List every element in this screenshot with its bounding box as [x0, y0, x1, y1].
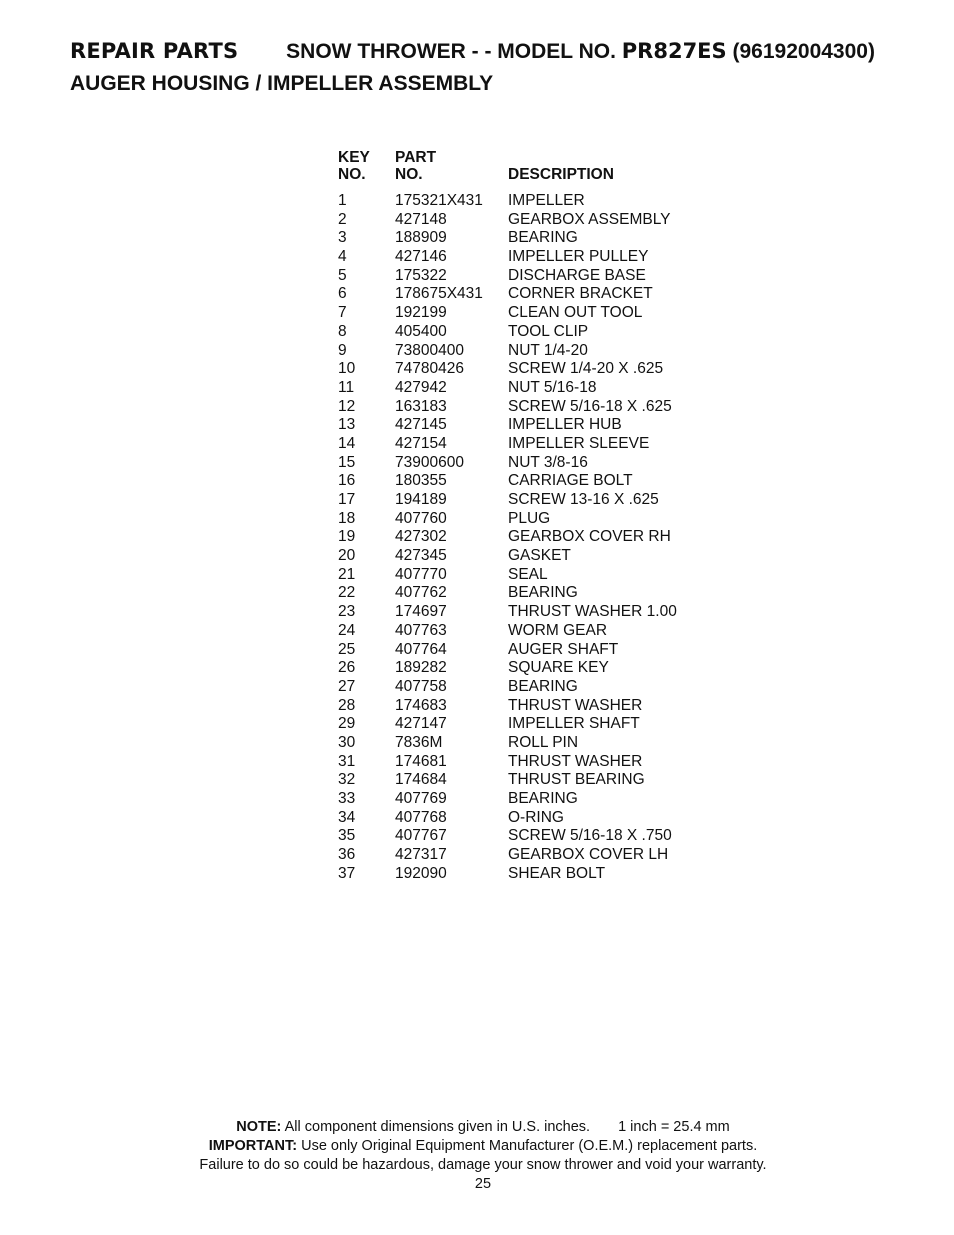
description-cell: PLUG: [508, 509, 551, 527]
part-no-cell: 178675X431: [395, 285, 483, 303]
key-no-cell: 11: [338, 378, 355, 396]
key-no-cell: 31: [338, 752, 356, 770]
key-no-cell: 30: [338, 733, 356, 751]
description-cell: BEARING: [508, 677, 578, 695]
description-cell: O-RING: [508, 808, 564, 826]
table-row: [338, 528, 708, 547]
table-row: [338, 715, 708, 734]
table-row: [338, 510, 708, 529]
important-label: IMPORTANT:: [208, 1138, 298, 1154]
part-no-cell: 73900600: [395, 453, 464, 471]
table-row: [338, 435, 708, 454]
description-cell: IMPELLER HUB: [508, 416, 622, 434]
warning-line: Failure to do so could be hazardous, damage your snow thrower and void your warranty.: [199, 1157, 767, 1173]
table-row: [338, 603, 708, 622]
table-header-row: [338, 149, 708, 192]
part-no-cell: 174697: [395, 603, 447, 621]
key-no-cell: 33: [338, 790, 356, 807]
description-cell: DISCHARGE BASE: [508, 266, 646, 284]
description-cell: IMPELLER SLEEVE: [508, 434, 650, 452]
note-label: NOTE:: [236, 1119, 282, 1135]
part-no-cell: 192090: [395, 864, 447, 882]
part-no-cell: 74780426: [395, 360, 464, 378]
part-header-line1: PART: [395, 149, 437, 166]
part-no-cell: 188909: [395, 229, 447, 247]
part-no-cell: 407760: [395, 509, 447, 527]
section-label: REPAIR PARTS: [70, 39, 239, 63]
part-no-cell: 427154: [395, 434, 447, 452]
description-cell: THRUST BEARING: [508, 771, 645, 789]
part-no-cell: 407770: [395, 565, 447, 583]
description-cell: SCREW 1/4-20 X .625: [508, 360, 664, 378]
part-no-cell: 405400: [395, 322, 447, 340]
table-row: [338, 566, 708, 585]
note-text: All component dimensions given in U.S. inches.: [284, 1119, 591, 1135]
key-no-cell: 27: [338, 677, 356, 695]
table-row: [338, 379, 708, 398]
table-row: [338, 771, 708, 790]
key-no-cell: 2: [338, 210, 347, 228]
part-no-cell: 427147: [395, 715, 447, 733]
model-number: PR827ES: [621, 39, 727, 63]
part-no-cell: 174683: [395, 696, 447, 714]
key-no-cell: 3: [338, 229, 347, 247]
important-text: Use only Original Equipment Manufacturer (O.E.M.) replacement parts.: [301, 1138, 758, 1154]
description-cell: CARRIAGE BOLT: [508, 472, 633, 490]
description-cell: TOOL CLIP: [508, 322, 589, 340]
key-no-cell: 24: [338, 621, 356, 639]
part-header-line2: NO.: [395, 166, 423, 183]
page-footer: [0, 1118, 954, 1194]
key-no-cell: 22: [338, 584, 356, 602]
part-no-cell: 180355: [395, 472, 447, 490]
description-cell: NUT 5/16-18: [508, 378, 597, 396]
part-no-cell: 174684: [395, 771, 447, 789]
catalog-number: (96192004300): [732, 40, 875, 63]
header-title-line: [70, 38, 930, 65]
description-cell: CORNER BRACKET: [508, 285, 653, 303]
part-no-cell: 407767: [395, 827, 447, 845]
description-cell: SCREW 5/16-18 X .625: [508, 397, 672, 415]
table-row: [338, 734, 708, 753]
key-no-cell: 21: [338, 565, 356, 583]
part-no-cell: 407769: [395, 790, 447, 807]
table-row: [338, 641, 708, 660]
table-row: [338, 790, 708, 809]
key-no-cell: 1: [338, 192, 347, 209]
key-no-cell: 36: [338, 846, 356, 864]
key-no-cell: 26: [338, 659, 356, 677]
table-row: [338, 398, 708, 417]
part-no-cell: 407764: [395, 640, 447, 658]
key-no-cell: 7: [338, 304, 347, 322]
table-row: [338, 697, 708, 716]
part-no-cell: 407758: [395, 677, 447, 695]
table-row: [338, 827, 708, 846]
important-line: [0, 1137, 954, 1156]
table-row: [338, 753, 708, 772]
part-no-cell: 175321X431: [395, 192, 483, 209]
key-no-cell: 15: [338, 453, 356, 471]
description-cell: AUGER SHAFT: [508, 640, 619, 658]
description-cell: GEARBOX COVER RH: [508, 528, 671, 546]
key-no-cell: 23: [338, 603, 356, 621]
key-no-cell: 18: [338, 509, 356, 527]
description-cell: IMPELLER PULLEY: [508, 248, 649, 266]
conversion-text: 1 inch = 25.4 mm: [618, 1119, 730, 1135]
key-no-cell: 16: [338, 472, 356, 490]
table-row: [338, 267, 708, 286]
description-cell: GEARBOX ASSEMBLY: [508, 210, 671, 228]
key-no-cell: 8: [338, 322, 347, 340]
note-line: [0, 1118, 954, 1137]
table-row: [338, 416, 708, 435]
table-row: [338, 304, 708, 323]
description-cell: BEARING: [508, 229, 578, 247]
key-no-cell: 25: [338, 640, 356, 658]
part-no-cell: 192199: [395, 304, 447, 322]
page-header: [70, 38, 930, 97]
part-no-cell: 175322: [395, 266, 447, 284]
description-cell: WORM GEAR: [508, 621, 608, 639]
description-cell: NUT 1/4-20: [508, 341, 588, 359]
table-row: [338, 454, 708, 473]
page-number: 25: [474, 1176, 492, 1192]
description-cell: SQUARE KEY: [508, 659, 609, 677]
description-cell: SCREW 5/16-18 X .750: [508, 827, 672, 845]
description-cell: IMPELLER: [508, 192, 585, 209]
part-no-cell: 427148: [395, 210, 447, 228]
model-prefix: SNOW THROWER - - MODEL NO.: [286, 40, 616, 63]
key-header-line1: KEY: [338, 149, 370, 166]
table-row: [338, 865, 708, 884]
part-no-cell: 163183: [395, 397, 447, 415]
key-no-header: [338, 149, 395, 192]
assembly-subtitle: AUGER HOUSING / IMPELLER ASSEMBLY: [70, 72, 494, 95]
key-header-line2: NO.: [338, 166, 366, 183]
table-row: [338, 323, 708, 342]
key-no-cell: 19: [338, 528, 356, 546]
description-cell: GASKET: [508, 547, 571, 565]
description-cell: BEARING: [508, 584, 578, 602]
part-no-cell: 427145: [395, 416, 447, 434]
table-row: [338, 678, 708, 697]
description-cell: IMPELLER SHAFT: [508, 715, 640, 733]
description-cell: BEARING: [508, 790, 578, 807]
part-no-cell: 73800400: [395, 341, 464, 359]
key-no-cell: 14: [338, 434, 356, 452]
table-row: [338, 547, 708, 566]
part-no-cell: 427146: [395, 248, 447, 266]
part-no-header: [395, 149, 508, 192]
part-no-cell: 174681: [395, 752, 447, 770]
description-cell: SCREW 13-16 X .625: [508, 491, 659, 508]
key-no-cell: 35: [338, 827, 356, 845]
table-row: [338, 211, 708, 230]
table-row: [338, 342, 708, 361]
part-no-cell: 407763: [395, 621, 447, 639]
table-row: [338, 622, 708, 641]
table-row: [338, 584, 708, 603]
part-no-cell: 427942: [395, 378, 447, 396]
table-row: [338, 491, 708, 510]
key-no-cell: 13: [338, 416, 356, 434]
description-cell: SEAL: [508, 565, 548, 583]
part-no-cell: 427317: [395, 846, 447, 864]
table-row: [338, 360, 708, 379]
description-cell: GEARBOX COVER LH: [508, 846, 669, 864]
part-no-cell: 427302: [395, 528, 447, 546]
part-no-cell: 427345: [395, 547, 447, 565]
parts-table: [338, 149, 708, 883]
description-cell: ROLL PIN: [508, 733, 579, 751]
description-cell: THRUST WASHER 1.00: [508, 603, 677, 621]
part-no-cell: 407768: [395, 808, 447, 826]
key-no-cell: 34: [338, 808, 356, 826]
parts-table-body: [338, 192, 708, 883]
part-no-cell: 7836M: [395, 733, 443, 751]
key-no-cell: 17: [338, 491, 356, 508]
table-row: [338, 229, 708, 248]
table-row: [338, 248, 708, 267]
table-row: [338, 192, 708, 211]
description-cell: NUT 3/8-16: [508, 453, 588, 471]
key-no-cell: 12: [338, 397, 356, 415]
key-no-cell: 5: [338, 266, 347, 284]
table-row: [338, 846, 708, 865]
key-no-cell: 28: [338, 696, 356, 714]
part-no-cell: 407762: [395, 584, 447, 602]
key-no-cell: 9: [338, 341, 347, 359]
description-cell: THRUST WASHER: [508, 752, 643, 770]
part-no-cell: 194189: [395, 491, 447, 508]
key-no-cell: 20: [338, 547, 356, 565]
key-no-cell: 10: [338, 360, 356, 378]
table-row: [338, 472, 708, 491]
table-row: [338, 285, 708, 304]
key-no-cell: 6: [338, 285, 347, 303]
description-cell: THRUST WASHER: [508, 696, 643, 714]
table-row: [338, 809, 708, 828]
description-header: DESCRIPTION: [508, 166, 614, 183]
key-no-cell: 4: [338, 248, 347, 266]
part-no-cell: 189282: [395, 659, 447, 677]
description-cell: SHEAR BOLT: [508, 864, 606, 882]
key-no-cell: 32: [338, 771, 356, 789]
description-cell: CLEAN OUT TOOL: [508, 304, 643, 322]
key-no-cell: 37: [338, 864, 356, 882]
table-row: [338, 659, 708, 678]
key-no-cell: 29: [338, 715, 356, 733]
